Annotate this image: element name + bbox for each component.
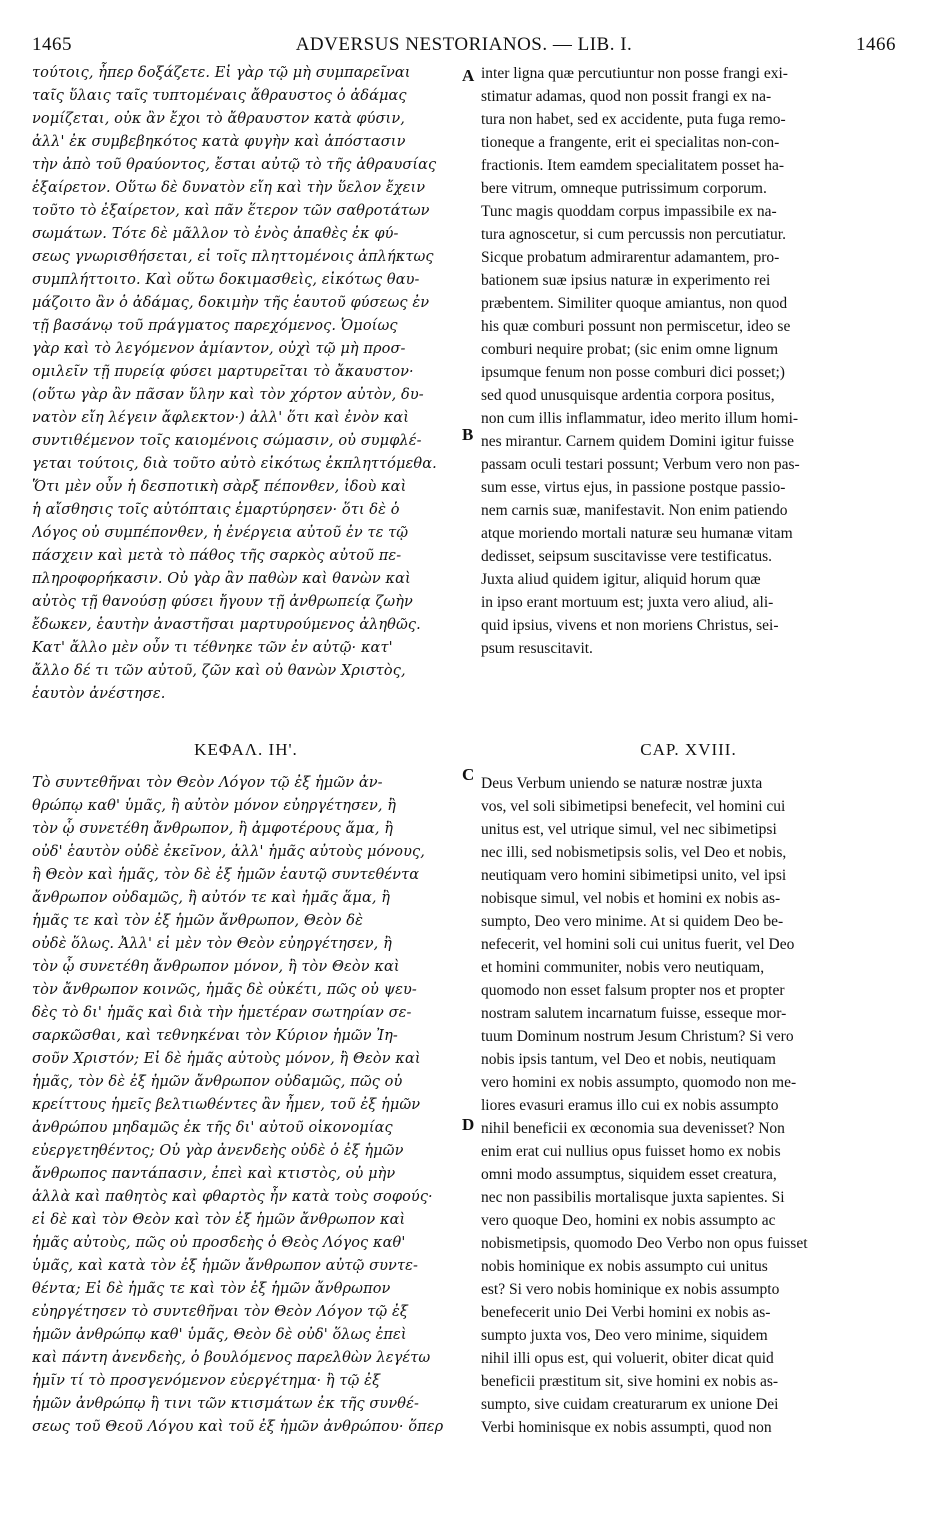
greek-text-line: ἡμῶν ἀνθρώπῳ καθ' ὑμᾶς, Θεὸν δὲ οὐδ' ὅλως ἐπεὶ	[32, 1327, 407, 1343]
latin-text-line: sum esse, virtus ejus, in passione postque passio-	[481, 479, 786, 496]
latin-text-line: vero homini ex nobis assumpto, quomodo non me-	[481, 1074, 797, 1091]
greek-text-line: ἡμῶν ἀνθρώπῳ ἢ τινι τῶν κτισμάτων ἐκ τῆς συνθέ-	[32, 1396, 419, 1412]
greek-text-line: Ὅτι μὲν οὖν ἡ δεσποτικὴ σὰρξ πέπονθεν, ἰδοὺ καὶ	[32, 479, 407, 495]
latin-column-lower	[481, 772, 896, 1439]
latin-text-line: quid ipsius, vivens et non moriens Christus, sei-	[481, 617, 779, 634]
latin-text-line: tura agnoscetur, si cum percussis non percutiatur.	[481, 226, 786, 243]
greek-text-line: τοῦτο τὸ ἐξαίρετον, καὶ πᾶν ἕτερον τῶν σαθροτάτων	[32, 203, 430, 219]
greek-text-line: πληροφορήκασιν. Οὐ γὰρ ἂν παθὼν καὶ θανὼν καὶ	[32, 571, 411, 587]
latin-text-line: sed quod unusquisque ardentia corpora positus,	[481, 387, 775, 404]
greek-text-line: Κατ' ἄλλο μὲν οὖν τι τέθνηκε τῶν ἐν αὐτῷ· κατ'	[32, 640, 393, 656]
greek-text-line: εἰ δὲ καὶ τὸν Θεὸν καὶ τὸν ἐξ ἡμῶν ἄνθρωπον καὶ	[32, 1212, 406, 1228]
greek-text-line: σοῦν Χριστόν; Εἰ δὲ ἡμᾶς αὐτοὺς μόνον, ἢ Θεὸν καὶ	[32, 1051, 421, 1067]
latin-text-line: beneficii præstitum sit, sive homini ex nobis as-	[481, 1373, 779, 1390]
latin-text-line: nobis ipsis tantum, vel Deo et nobis, neutiquam	[481, 1051, 776, 1068]
latin-text-line: nem carnis suæ, manifestavit. Non enim patiendo	[481, 502, 788, 519]
latin-text-line: Juxta aliud quidem igitur, aliquid horum quæ	[481, 571, 761, 588]
greek-text-line: εὐηργέτησεν τὸ συντεθῆναι τὸν Θεὸν Λόγον τῷ ἐξ	[32, 1304, 408, 1320]
latin-text-line: sumpto juxta vos, Deo vero minime, siquidem	[481, 1327, 768, 1344]
greek-text-line: ἀλλ' ἐκ συμβεβηκότος κατὰ φυγὴν καὶ ἀπόστασιν	[32, 134, 406, 150]
latin-column-upper	[481, 62, 896, 660]
greek-text-line: δὲς τὸ δι' ἡμᾶς καὶ διὰ τὴν ἡμετέραν σωτηρίαν σε-	[32, 1005, 412, 1021]
latin-text-line: bere vitrum, omneque putrissimum corporum.	[481, 180, 767, 197]
latin-text-line: nostram salutem incarnatum fuisse, esseque mor-	[481, 1005, 787, 1022]
latin-text-line: Verbi hominisque ex nobis assumpti, quod non	[481, 1419, 772, 1436]
latin-text-line: sumpto, Deo vero minime. At si quidem Deo be-	[481, 913, 784, 930]
greek-text-line: σεως γνωρισθήσεται, εἰ τοῖς πληττομένοις ἀπλήκτως	[32, 249, 434, 265]
margin-marker-c: C	[462, 765, 475, 784]
latin-text-line: bationem suæ ipsius naturæ in experimento rei	[481, 272, 771, 289]
greek-text-line: θρώπῳ καθ' ὑμᾶς, ἢ αὐτὸν μόνον εὐηργέτησεν, ἢ	[32, 798, 397, 814]
greek-text-line: ἡ αἴσθησις τοῖς αὐτόπταις ἐμαρτύρησεν· ὅτι δὲ ὁ	[32, 502, 400, 518]
latin-text-line: nihil illi opus est, qui voluerit, obiter dicat quid	[481, 1350, 774, 1367]
latin-text-line: Tunc magis quoddam corpus impassibile ex na-	[481, 203, 777, 220]
latin-text-line: tuum Dominum nostrum Jesum Christum? Si vero	[481, 1028, 794, 1045]
greek-text-line: κρείττους ἡμεῖς βελτιωθέντες ἂν ἦμεν, τοῦ ἐξ ἡμῶν	[32, 1097, 421, 1113]
latin-text-line: atque moriendo mortali naturæ seu humanæ vitam	[481, 525, 793, 542]
latin-text-line: quomodo non esset falsum propter nos et propter	[481, 982, 785, 999]
greek-text-line: ἡμᾶς τε καὶ τὸν ἐξ ἡμῶν ἄνθρωπον, Θεὸν δὲ	[32, 913, 363, 929]
greek-text-line: Λόγος οὐ συμπέπονθεν, ἡ ἐνέργεια αὐτοῦ ἐν τε τῷ	[32, 525, 409, 541]
greek-text-line: σαρκῶσθαι, καὶ τεθνηκέναι τὸν Κύριον ἡμῶν Ἰη-	[32, 1028, 398, 1044]
latin-text-line: nec illi, sed nobismetipsis solis, vel Deo et nobis,	[481, 844, 787, 861]
latin-text-line: vos, vel soli sibimetipsi benefecit, vel homini cui	[481, 798, 786, 815]
latin-text-line: est? Si vero nobis hominique ex nobis assumpto	[481, 1281, 780, 1298]
greek-text-line: νατὸν εἴη λέγειν ἄφλεκτον·) ἀλλ' ὅτι καὶ ἐνὸν καὶ	[32, 410, 409, 426]
latin-text-line: nobis hominique ex nobis assumpto cui unitus	[481, 1258, 768, 1275]
latin-text-line: non cum illis inflammatur, ideo merito illum homi-	[481, 410, 799, 427]
latin-text-line: sumpto, sive cuidam creaturarum ex unione Dei	[481, 1396, 779, 1413]
greek-text-line: Τὸ συντεθῆναι τὸν Θεὸν Λόγον τῷ ἐξ ἡμῶν ἀν-	[32, 775, 383, 791]
greek-text-line: ἄνθρωπον οὐδαμῶς, ἢ αὐτόν τε καὶ ἡμᾶς ἅμα, ἢ	[32, 890, 391, 906]
latin-text-line: fractionis. Item eamdem specialitatem posset ha-	[481, 157, 784, 174]
latin-text-line: omni modo assumptus, siquidem esset creatura,	[481, 1166, 777, 1183]
greek-text-line: ομιλεῖν τῇ πυρείᾳ φύσει μαρτυρεῖται τὸ ἄκαυστον·	[32, 364, 414, 380]
greek-text-line: τῇ βασάνῳ τοῦ πράγματος παρεχόμενος. Ὁμοίως	[32, 318, 398, 334]
latin-text-line: neutiquam vero homini sibimetipsi unito, vel ipsi	[481, 867, 787, 884]
margin-marker-d: D	[462, 1115, 475, 1134]
latin-text-line: ipsumque fenum non posse comburi dici posset;)	[481, 364, 785, 381]
greek-text-line: πάσχειν καὶ μετὰ τὸ πάθος τῆς σαρκὸς αὐτοῦ πε-	[32, 548, 402, 564]
greek-text-line: τὸν ᾧ συνετέθη ἄνθρωπον, ἢ ἀμφοτέρους ἅμα, ἢ	[32, 821, 394, 837]
greek-text-line: αὐτὸς τῇ θανούσῃ φύσει ἤγουν τῇ ἀνθρωπείᾳ ζωὴν	[32, 594, 413, 610]
greek-text-line: θέντα; Εἰ δὲ ἡμᾶς τε καὶ τὸν ἐξ ἡμῶν ἄνθρωπον	[32, 1281, 391, 1297]
latin-text-line: præbentem. Similiter quoque amiantus, non quod	[481, 295, 788, 312]
latin-text-line: nefecerit, vel homini soli cui unitus fuerit, vel Deo	[481, 936, 795, 953]
greek-text-line: ἄλλο δέ τι τῶν αὐτοῦ, ζῶν καὶ οὐ θανὼν Χριστὸς,	[32, 663, 406, 679]
greek-text-line: συμπλήττοιτο. Καὶ οὕτω δοκιμασθεὶς, εἰκότως θαυ-	[32, 272, 420, 288]
latin-text-line: nes mirantur. Carnem quidem Domini igitur fuisse	[481, 433, 794, 450]
latin-text-line: vero quoque Deo, homini ex nobis assumpto ac	[481, 1212, 776, 1229]
latin-text-line: unitus est, vel utrique simul, vel nec sibimetipsi	[481, 821, 777, 838]
chapter-heading-greek: ΚΕΦΑΛ. ΙΗ'.	[194, 740, 298, 759]
greek-text-line: ἢ Θεὸν καὶ ἡμᾶς, τὸν δὲ ἐξ ἡμῶν ἑαυτῷ συντεθέντα	[32, 867, 420, 883]
greek-text-line: ταῖς ὕλαις ταῖς τυπτομέναις ἄθραυστος ὁ ἀδάμας	[32, 88, 407, 104]
latin-text-line: enim erat cui nullius opus fuisset homo ex nobis	[481, 1143, 781, 1160]
greek-text-line: ἡμᾶς, τὸν δὲ ἐξ ἡμῶν ἄνθρωπον οὐδαμῶς, πῶς οὐ	[32, 1074, 403, 1090]
greek-text-line: νομίζεται, οὐκ ἂν ἔχοι τὸ ἄθραυστον κατὰ φύσιν,	[32, 111, 405, 127]
latin-text-line: Sicque probatum admirarentur adamantem, pro-	[481, 249, 780, 266]
greek-text-line: σωμάτων. Τότε δὲ μᾶλλον τὸ ἐνὸς ἀπαθὲς ἐκ φύ-	[32, 226, 399, 242]
greek-text-line: τούτοις, ἧπερ δοξάζετε. Εἰ γὰρ τῷ μὴ συμπαρεῖναι	[32, 65, 411, 81]
greek-text-line: ἀλλὰ καὶ παθητὸς καὶ φθαρτὸς ἦν κατὰ τοὺς σοφούς·	[32, 1189, 433, 1205]
latin-text-line: et homini communiter, nobis vero neutiquam,	[481, 959, 765, 976]
latin-text-line: benefecerit unio Dei Verbi homini ex nobis as-	[481, 1304, 771, 1321]
greek-text-line: ἐξαίρετον. Οὕτω δὲ δυνατὸν εἴη καὶ τὴν ὕελον ἔχειν	[32, 180, 426, 196]
greek-column-upper	[32, 62, 460, 706]
latin-text-line: nihil beneficii ex œconomia sua devenisset? Non	[481, 1120, 785, 1137]
greek-text-line: γὰρ καὶ τὸ λεγόμενον ἀμίαντον, οὐχὶ τῷ μὴ προσ-	[32, 341, 406, 357]
latin-text-line: nobismetipsis, quomodo Deo Verbo non opus fuisset	[481, 1235, 808, 1252]
greek-text-line: καὶ πάντη ἀνενδεὴς, ὁ βουλόμενος παρελθὼν λεγέτω	[32, 1350, 431, 1366]
running-title: ADVERSUS NESTORIANOS. — LIB. I.	[295, 34, 633, 55]
latin-text-line: tioneque a frangente, erit ei specialitas non-con-	[481, 134, 780, 151]
latin-text-line: comburi nequire probat; (sic enim omne lignum	[481, 341, 779, 358]
latin-text-line: nobisque simul, vel nobis et homini ex nobis as-	[481, 890, 781, 907]
greek-text-line: εὐεργετηθέντος; Οὐ γὰρ ἀνενδεὴς οὐδὲ ὁ ἐξ ἡμῶν	[32, 1143, 404, 1159]
greek-text-line: οὐδ' ἑαυτὸν οὐδὲ ἐκεῖνον, ἀλλ' ἡμᾶς αὐτοὺς μόνους,	[32, 844, 425, 860]
latin-text-line: stimatur adamas, quod non possit frangi ex na-	[481, 88, 772, 105]
latin-text-line: Deus Verbum uniendo se naturæ nostræ juxta	[481, 775, 763, 792]
greek-text-line: γεται τούτοις, διὰ τοῦτο αὐτὸ εἰκότως ἐκπληττόμεθα.	[32, 456, 437, 472]
greek-text-line: ὑμᾶς, καὶ κατὰ τὸν ἐξ ἡμῶν ἄνθρωπον αὐτῷ συντε-	[32, 1258, 418, 1274]
greek-text-line: ἑαυτὸν ἀνέστησε.	[32, 686, 166, 702]
margin-marker-b: B	[462, 425, 474, 444]
greek-text-line: (οὕτω γὰρ ἂν πᾶσαν ὕλην καὶ τὸν χόρτον αὐτὸν, δυ-	[32, 387, 424, 403]
greek-text-line: ἀνθρώπου μηδαμῶς ἐκ τῆς δι' αὐτοῦ οἰκονομίας	[32, 1120, 393, 1136]
latin-text-line: passam oculi testari possunt; Verbum vero non pas-	[481, 456, 800, 473]
greek-text-line: τὴν ἀπὸ τοῦ θραύοντος, ἔσται αὐτῷ τὸ τῆς ἀθραυσίας	[32, 157, 437, 173]
latin-text-line: psum resuscitavit.	[481, 640, 593, 657]
page-number-right: 1466	[856, 34, 896, 55]
greek-text-line: οὐδὲ ὅλως. Ἀλλ' εἰ μὲν τὸν Θεὸν εὐηργέτησεν, ἢ	[32, 936, 392, 952]
greek-text-line: σεως τοῦ Θεοῦ Λόγου καὶ τοῦ ἐξ ἡμῶν ἀνθρώπου· ὅπερ	[32, 1419, 444, 1435]
latin-text-line: dedisset, seipsum suscitavisse vere testificatus.	[481, 548, 772, 565]
latin-text-line: liores evasuri eramus illo cui ex nobis assumpto	[481, 1097, 779, 1114]
greek-text-line: τὸν ἄνθρωπον κοινῶς, ἡμᾶς δὲ οὐκέτι, πῶς οὐ ψευ-	[32, 982, 417, 998]
latin-text-line: inter ligna quæ percutiuntur non posse frangi exi-	[481, 65, 788, 82]
greek-text-line: τὸν ᾧ συνετέθη ἄνθρωπον μόνον, ἢ τὸν Θεὸν καὶ	[32, 959, 400, 975]
margin-marker-a: A	[462, 66, 475, 85]
chapter-heading-latin: CAP. XVIII.	[640, 740, 737, 759]
page-header	[32, 34, 896, 60]
latin-text-line: nec non passibilis mortalisque juxta sapientes. Si	[481, 1189, 785, 1206]
greek-text-line: ἡμῖν τί τὸ προσγενόμενον εὐεργέτημα· ἢ τῷ ἐξ	[32, 1373, 381, 1389]
greek-text-line: ἄνθρωπος παντάπασιν, ἐπεὶ καὶ κτιστὸς, οὐ μὴν	[32, 1166, 396, 1182]
greek-text-line: μάζοιτο ἂν ὁ ἀδάμας, δοκιμὴν τῆς ἑαυτοῦ φύσεως ἐν	[32, 295, 430, 311]
greek-text-line: ἡμᾶς αὐτοὺς, πῶς οὐ προσδεὴς ὁ Θεὸς Λόγος καθ'	[32, 1235, 406, 1251]
greek-column-lower	[32, 772, 460, 1439]
greek-text-line: συντιθέμενον τοῖς καιομένοις σώμασιν, οὐ συμφλέ-	[32, 433, 422, 449]
latin-text-line: in ipso erant mortuum est; juxta vero aliud, ali-	[481, 594, 774, 611]
latin-text-line: tura non habet, sed ex accidente, puta fuga remo-	[481, 111, 786, 128]
page-number-left: 1465	[32, 34, 72, 55]
latin-text-line: his quæ comburi possunt non permiscetur, ideo se	[481, 318, 791, 335]
greek-text-line: ἔδωκεν, ἑαυτὴν ἀναστῆσαι μαρτυρούμενος ἀληθῶς.	[32, 617, 421, 633]
